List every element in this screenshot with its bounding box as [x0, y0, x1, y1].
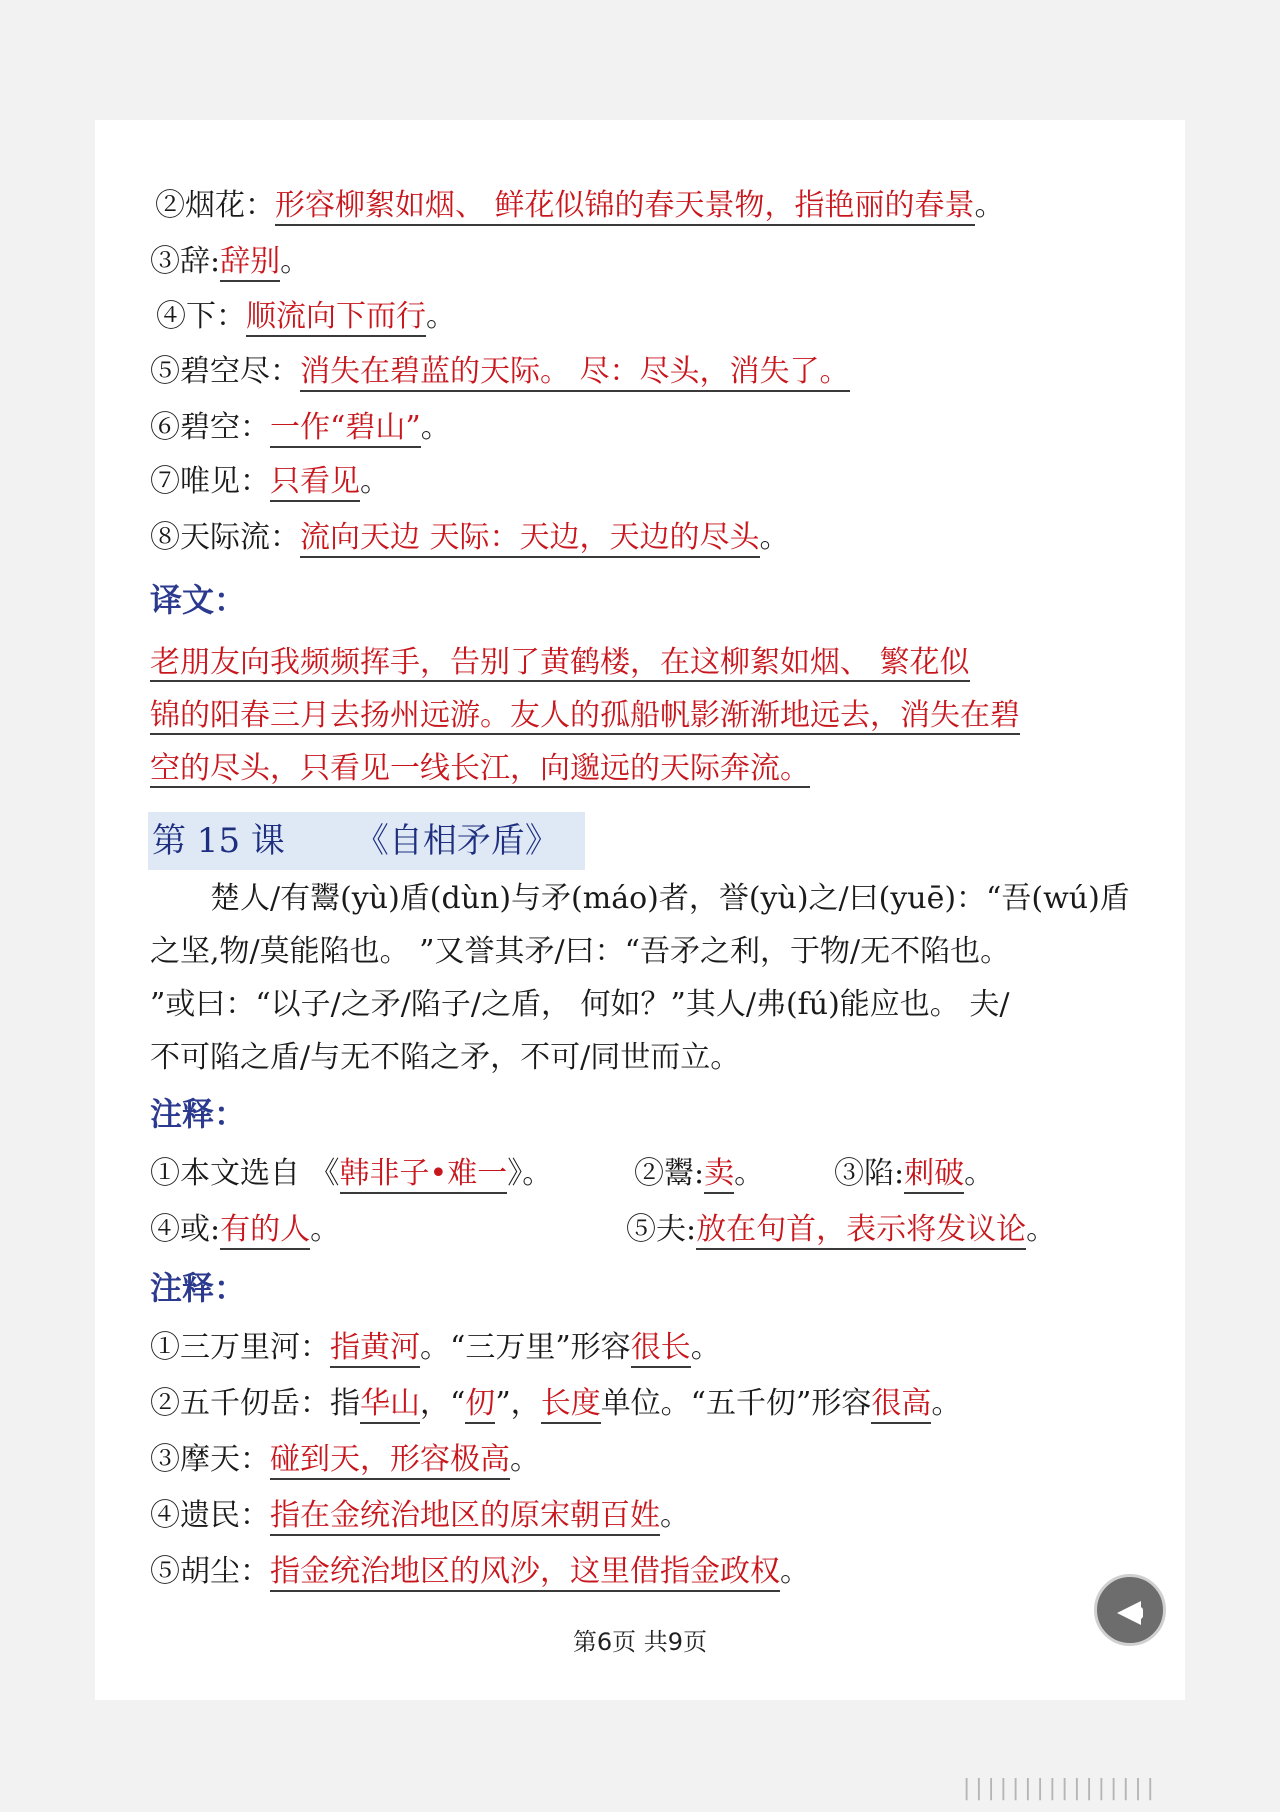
note-3: ③辞:辞别。 — [150, 242, 310, 282]
lesson-title-bar — [148, 812, 585, 870]
classical-passage — [150, 872, 1140, 1084]
note-4: ④下：顺流向下而行。 — [156, 297, 456, 337]
translation-line: 老朋友向我频频挥手，告别了黄鹤楼，在这柳絮如烟、 繁花似 — [150, 645, 970, 680]
note-5: ⑤碧空尽：消失在碧蓝的天际。 尽：尽头，消失了。 — [150, 352, 850, 392]
notes-heading: 注释： — [150, 1095, 247, 1133]
notes-heading-2: 注释： — [150, 1269, 247, 1307]
note-sanwanli: ①三万里河：指黄河。“三万里”形容很长。 — [150, 1328, 721, 1368]
translation-text — [150, 636, 1140, 795]
note-6: ⑥碧空：一作“碧山”。 — [150, 408, 451, 448]
sound-button[interactable] — [1094, 1574, 1166, 1646]
translation-heading: 译文： — [150, 581, 247, 619]
note-fu: ⑤夫:放在句首，表示将发议论。 — [626, 1210, 1056, 1250]
note-wuqianren: ②五千仞岳：指华山，“仞”，长度单位。“五千仞”形容很高。 — [150, 1384, 961, 1424]
note-xian: ③陷:刺破。 — [834, 1154, 994, 1194]
note-huchen: ⑤胡尘：指金统治地区的风沙，这里借指金政权。 — [150, 1552, 810, 1592]
page-number: 第6页 共9页 — [572, 1628, 708, 1656]
note-huo: ④或:有的人。 — [150, 1210, 340, 1250]
note-2: ②烟花：形容柳絮如烟、 鲜花似锦的春天景物，指艳丽的春景。 — [155, 186, 1005, 226]
note-7: ⑦唯见：只看见。 — [150, 462, 390, 502]
note-yu: ②鬻:卖。 — [634, 1154, 764, 1194]
translation-line: 锦的阳春三月去扬州远游。友人的孤船帆影渐渐地远去，消失在碧 — [150, 698, 1020, 733]
note-source: ①本文选自 《韩非子•难一》。 — [150, 1154, 552, 1194]
passage-line: 之坚,物/莫能陷也。 ”又誉其矛/曰：“吾矛之利，于物/无不陷也。 — [150, 934, 1011, 969]
note-8: ⑧天际流：流向天边 天际：天边，天边的尽头。 — [150, 518, 790, 558]
translation-line: 空的尽头，只看见一线长江，向邈远的天际奔流。 — [150, 751, 810, 786]
note-yimin: ④遗民：指在金统治地区的原宋朝百姓。 — [150, 1496, 690, 1536]
passage-line: ”或曰：“以子/之矛/陷子/之盾， 何如？”其人/弗(fú)能应也。 夫/ — [150, 987, 1010, 1022]
note-motian: ③摩天：碰到天，形容极高。 — [150, 1440, 540, 1480]
watermark: |||||||||||||||| — [960, 1776, 1156, 1801]
passage-line: 楚人/有鬻(yù)盾(dùn)与矛(máo)者，誉(yù)之/曰(yuē)：“吾(wú)盾 — [150, 881, 1130, 916]
lesson-title: 《自相矛盾》 — [354, 821, 559, 861]
lesson-number: 第 15 课 — [152, 821, 285, 861]
passage-line: 不可陷之盾/与无不陷之矛，不可/同世而立。 — [150, 1040, 741, 1075]
